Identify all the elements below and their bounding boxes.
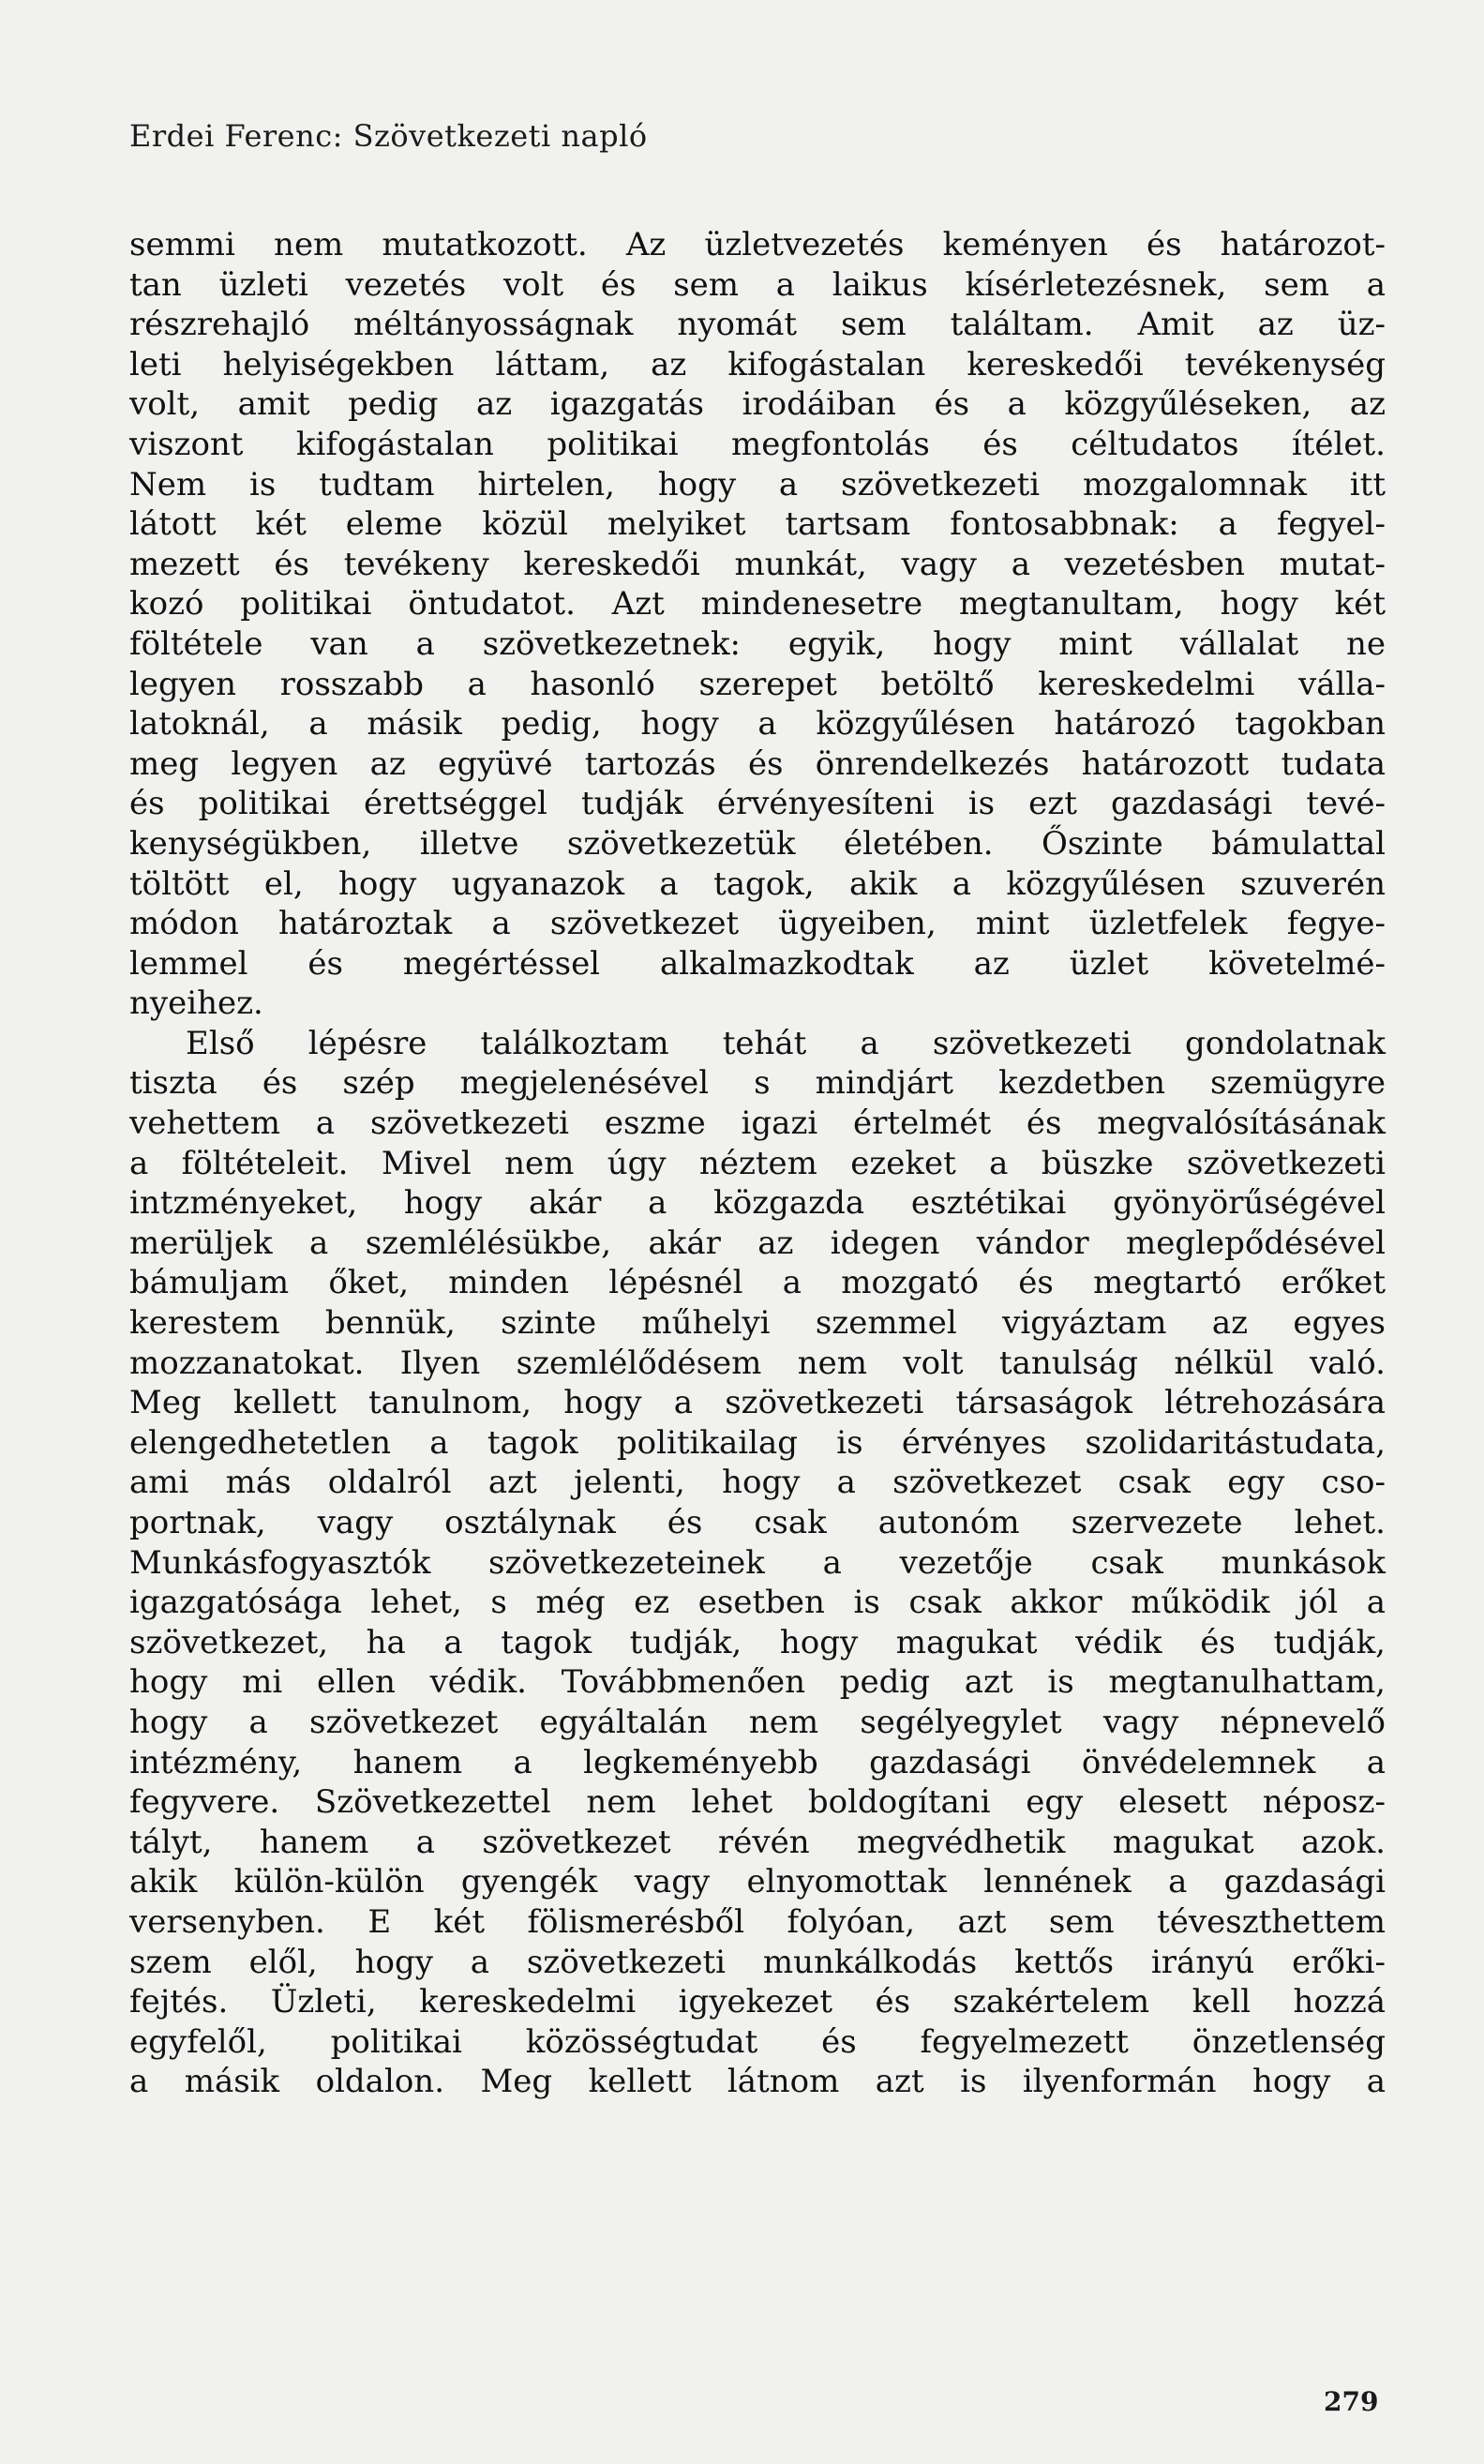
text-line: tan üzleti vezetés volt és sem a laikus kísérletezésnek, sem a xyxy=(129,265,1386,304)
text-line: semmi nem mutatkozott. Az üzletvezetés keményen és határozot- xyxy=(129,226,1386,263)
text-line: vehettem a szövetkezeti eszme igazi értelmét és megvalósításának xyxy=(129,1104,1386,1143)
text-line: ami más oldalról azt jelenti, hogy a szövetkezet csak egy cso- xyxy=(129,1464,1386,1502)
text-line: mozzanatokat. Ilyen szemlélődésem nem volt tanulság nélkül való. xyxy=(129,1344,1386,1382)
text-line: Munkásfogyasztók szövetkezeteinek a vezetője csak munkások xyxy=(129,1543,1386,1582)
text-line: a föltételeit. Mivel nem úgy néztem ezeket a büszke szövetkezeti xyxy=(129,1144,1386,1182)
text-line: szövetkezet, ha a tagok tudják, hogy magukat védik és tudják, xyxy=(129,1623,1386,1661)
text-line: Meg kellett tanulnom, hogy a szövetkezeti társaságok létrehozására xyxy=(129,1384,1386,1422)
text-line: meg legyen az együvé tartozás és önrendelkezés határozott tudata xyxy=(129,744,1386,783)
text-line: Nem is tudtam hirtelen, hogy a szövetkezeti mozgalomnak itt xyxy=(129,465,1386,503)
text-line: módon határoztak a szövetkezet ügyeiben, mint üzletfelek fegye- xyxy=(129,905,1386,943)
text-line: elengedhetetlen a tagok politikailag is érvényes szolidaritástudata, xyxy=(129,1423,1386,1462)
text-line: volt, amit pedig az igazgatás irodáiban és a közgyűléseken, az xyxy=(129,385,1386,424)
text-line: hogy a szövetkezet egyáltalán nem segélyegylet vagy népnevelő xyxy=(129,1703,1386,1741)
text-line: intézmény, hanem a legkeményebb gazdasági önvédelemnek a xyxy=(129,1743,1386,1781)
text-line: egyfelől, politikai közösségtudat és fegyelmezett önzetlenség xyxy=(129,2022,1386,2061)
text-line: kozó politikai öntudatot. Azt mindenesetre megtanultam, hogy két xyxy=(129,585,1386,624)
text-line: igazgatósága lehet, s még ez esetben is csak akkor működik jól a xyxy=(129,1584,1386,1622)
text-line: merüljek a szemlélésükbe, akár az idegen vándor meglepődésével xyxy=(129,1224,1386,1262)
text-line: kenységükben, illetve szövetkezetük életében. Őszinte bámulattal xyxy=(129,824,1386,863)
text-line: tiszta és szép megjelenésével s mindjárt kezdetben szemügyre xyxy=(129,1064,1386,1103)
text-line: bámuljam őket, minden lépésnél a mozgató és megtartó erőket xyxy=(129,1264,1386,1302)
text-line: leti helyiségekben láttam, az kifogástalan kereskedői tevékenység xyxy=(129,345,1386,383)
text-line: fejtés. Üzleti, kereskedelmi igyekezet és szakértelem kell hozzá xyxy=(129,1983,1386,2021)
text-line: mezett és tevékeny kereskedői munkát, vagy a vezetésben mutat- xyxy=(129,545,1386,583)
page-number: 279 xyxy=(1324,2386,1379,2417)
text-line: részrehajló méltányosságnak nyomát sem találtam. Amit az üz- xyxy=(129,306,1386,344)
text-line: legyen rosszabb a hasonló szerepet betöltő kereskedelmi válla- xyxy=(129,665,1386,703)
text-line: töltött el, hogy ugyanazok a tagok, akik a közgyűlésen szuverén xyxy=(129,864,1386,903)
text-line: kerestem bennük, szinte műhelyi szemmel vigyáztam az egyes xyxy=(129,1304,1386,1343)
text-line: versenyben. E két fölismerésből folyóan, azt sem téveszthettem xyxy=(129,1902,1386,1941)
text-line: fegyvere. Szövetkezettel nem lehet boldogítani egy elesett néposz- xyxy=(129,1783,1386,1822)
text-line: tályt, hanem a szövetkezet révén megvédhetik magukat azok. xyxy=(129,1823,1386,1861)
text-line: latoknál, a másik pedig, hogy a közgyűlésen határozó tagokban xyxy=(129,705,1386,744)
text-line: portnak, vagy osztálynak és csak autonóm szervezete lehet. xyxy=(129,1504,1386,1541)
text-line: föltétele van a szövetkezetnek: egyik, hogy mint vállalat ne xyxy=(129,624,1386,663)
text-line-paragraph-end: nyeihez. xyxy=(129,984,263,1023)
text-line-paragraph-start: Első lépésre találkoztam tehát a szövetkezeti gondolatnak xyxy=(186,1024,1386,1062)
text-line: szem elől, hogy a szövetkezeti munkálkodás kettős irányú erőki- xyxy=(129,1943,1386,1981)
text-line: hogy mi ellen védik. Továbbmenően pedig azt is megtanulhattam, xyxy=(129,1663,1386,1702)
text-line: akik külön-külön gyengék vagy elnyomottak lennének a gazdasági xyxy=(129,1863,1386,1901)
running-head: Erdei Ferenc: Szövetkezeti napló xyxy=(129,118,648,154)
text-line: viszont kifogástalan politikai megfontolás és céltudatos ítélet. xyxy=(129,425,1386,463)
text-line: látott két eleme közül melyiket tartsam fontosabbnak: a fegyel- xyxy=(129,505,1386,544)
text-line: intzményeket, hogy akár a közgazda esztétikai gyönyörűségével xyxy=(129,1184,1386,1223)
body-text xyxy=(129,225,1386,2102)
text-line: és politikai érettséggel tudják érvényesíteni is ezt gazdasági tevé- xyxy=(129,785,1386,823)
text-line: lemmel és megértéssel alkalmazkodtak az üzlet követelmé- xyxy=(129,944,1386,983)
text-line: a másik oldalon. Meg kellett látnom azt is ilyenformán hogy a xyxy=(129,2063,1386,2101)
